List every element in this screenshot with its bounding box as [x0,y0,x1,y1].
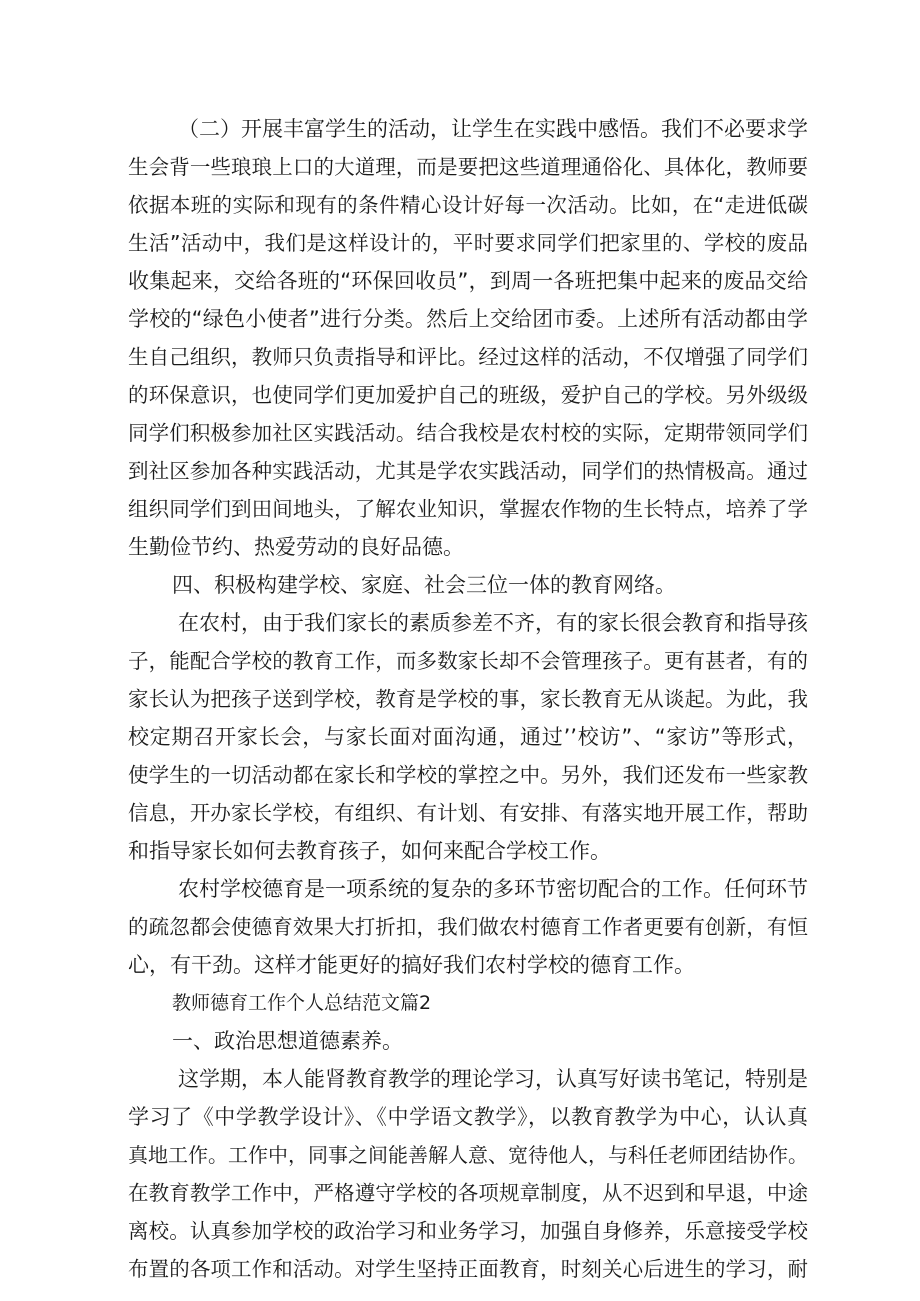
paragraph-2-line-2: 子，能配合学校的教育工作，而多数家长却不会管理孩子。更有甚者，有的 [128,649,808,673]
paragraph-4-line-4: 在教育教学工作中，严格遵守学校的各项规章制度，从不迟到和早退，中途 [128,1181,808,1205]
paragraph-4-line-5: 离校。认真参加学校的政治学习和业务学习，加强自身修养，乐意接受学校 [128,1219,808,1243]
article-title: 教师德育工作个人总结范文篇2 [172,992,432,1014]
paragraph-2-line-5: 使学生的一切活动都在家长和学校的掌控之中。另外，我们还发布一些家教 [128,763,808,787]
paragraph-1-line-6: 学校的“绿色小使者”进行分类。然后上交给团市委。上述所有活动都由学 [128,307,808,331]
paragraph-4-line-3: 真地工作。工作中，同事之间能善解人意、宽待他人，与科任老师团结协作。 [128,1143,808,1167]
paragraph-3-line-3: 心，有干劲。这样才能更好的搞好我们农村学校的德育工作。 [128,953,695,977]
paragraph-1-line-10: 到社区参加各种实践活动，尤其是学农实践活动，同学们的热情极高。通过 [128,459,808,483]
section-heading-four: 四、积极构建学校、家庭、社会三位一体的教育网络。 [172,573,676,597]
paragraph-3-line-1: 农村学校德育是一项系统的复杂的多环节密切配合的工作。任何环节 [178,877,808,901]
paragraph-1-line-11: 组织同学们到田间地头，了解农业知识，掌握农作物的生长特点，培养了学 [128,497,808,521]
paragraph-4-line-1: 这学期，本人能肾教育教学的理论学习，认真写好读书笔记，特别是 [178,1067,808,1091]
paragraph-1-line-4: 生活”活动中，我们是这样设计的，平时要求同学们把家里的、学校的废品 [128,231,808,255]
paragraph-1-line-3: 依据本班的实际和现有的条件精心设计好每一次活动。比如，在“走进低碳 [128,193,808,217]
paragraph-1-line-7: 生自己组织，教师只负责指导和评比。经过这样的活动，不仅增强了同学们 [128,345,808,369]
paragraph-1-line-12: 生勤俭节约、热爱劳动的良好品德。 [128,535,464,559]
paragraph-4-line-6: 布置的各项工作和活动。对学生坚持正面教育，时刻关心后进生的学习，耐 [128,1257,808,1281]
paragraph-2-line-1: 在农村，由于我们家长的素质参差不齐，有的家长很会教育和指导孩 [178,611,808,635]
paragraph-1-line-8: 的环保意识，也使同学们更加爱护自己的班级，爱护自己的学校。另外级级 [128,383,808,407]
paragraph-1-line-5: 收集起来，交给各班的“环保回收员”，到周一各班把集中起来的废品交给 [128,269,808,293]
paragraph-2-line-3: 家长认为把孩子送到学校，教育是学校的事，家长教育无从谈起。为此，我 [128,687,808,711]
paragraph-3-line-2: 的疏忽都会使德育效果大打折扣，我们做农村德育工作者更要有创新，有恒 [128,915,808,939]
section-heading-one: 一、政治思想道德素养。 [172,1029,403,1053]
paragraph-4-line-2: 学习了《中学教学设计》、《中学语文教学》，以教育教学为中心，认认真 [128,1105,808,1129]
paragraph-1-line-1: （二）开展丰富学生的活动，让学生在实践中感悟。我们不必要求学 [178,117,808,141]
paragraph-1-line-2: 生会背一些琅琅上口的大道理，而是要把这些道理通俗化、具体化，教师要 [128,155,808,179]
paragraph-2-line-4: 校定期召开家长会，与家长面对面沟通，通过’’校访”、“家访”等形式， [128,725,808,749]
paragraph-2-line-7: 和指导家长如何去教育孩子，如何来配合学校工作。 [128,839,611,863]
paragraph-1-line-9: 同学们积极参加社区实践活动。结合我校是农村校的实际，定期带领同学们 [128,421,808,445]
paragraph-2-line-6: 信息，开办家长学校，有组织、有计划、有安排、有落实地开展工作，帮助 [128,801,808,825]
